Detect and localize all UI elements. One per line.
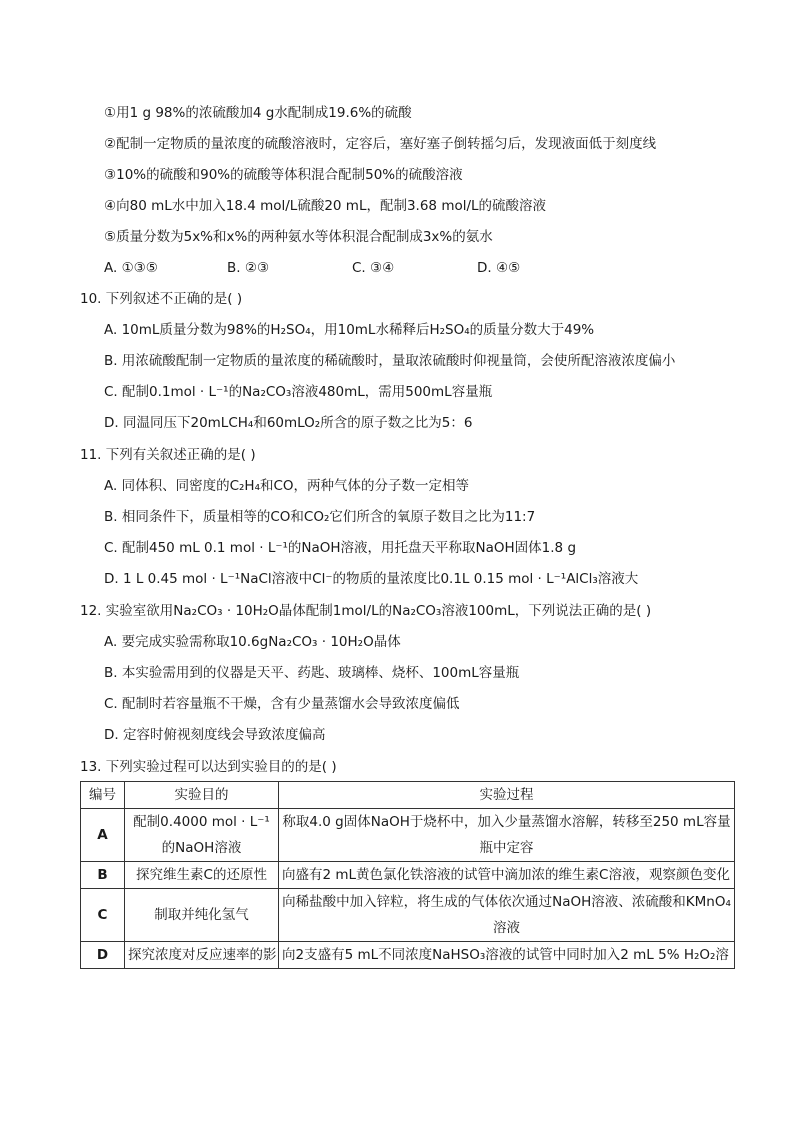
- row-process: 向盛有2 mL黄色氯化铁溶液的试管中滴加浓的维生素C溶液，观察颜色变化: [279, 862, 735, 889]
- q11-option-b[interactable]: B. 相同条件下，质量相等的CO和CO₂它们所含的氧原子数目之比为11:7: [104, 509, 536, 525]
- q12-number: 12.: [80, 603, 102, 619]
- q9-statement-1: ①用1 g 98%的浓硫酸加4 g水配制成19.6%的硫酸: [104, 105, 412, 121]
- q13-stem: [80, 757, 337, 777]
- q9-statement-5: ⑤质量分数为5x%和x%的两种氨水等体积混合配制成3x%的氨水: [104, 229, 493, 245]
- q9-statement-3: ③10%的硫酸和90%的硫酸等体积混合配制50%的硫酸溶液: [104, 167, 463, 183]
- q9-option-b[interactable]: B. ②③: [227, 260, 270, 276]
- q11-stem-text: 下列有关叙述正确的是( ): [105, 447, 256, 463]
- experiment-table: [80, 781, 735, 969]
- q10-option-c[interactable]: C. 配制0.1mol · L⁻¹的Na₂CO₃溶液480mL，需用500mL容量瓶: [104, 384, 493, 400]
- q12-option-a[interactable]: A. 要完成实验需称取10.6gNa₂CO₃ · 10H₂O晶体: [104, 634, 401, 650]
- row-id: C: [81, 889, 125, 942]
- q12-stem-text: 实验室欲用Na₂CO₃ · 10H₂O晶体配制1mol/L的Na₂CO₃溶液100mL，下列说法正确的是( ): [105, 603, 652, 619]
- q12-option-b[interactable]: B. 本实验需用到的仪器是天平、药匙、玻璃棒、烧杯、100mL容量瓶: [104, 665, 520, 681]
- q12-option-d[interactable]: D. 定容时俯视刻度线会导致浓度偏高: [104, 727, 326, 743]
- q12-stem: [80, 601, 651, 621]
- header-goal: 实验目的: [125, 782, 279, 809]
- table-header-row: [81, 782, 735, 809]
- row-process: 称取4.0 g固体NaOH于烧杯中，加入少量蒸馏水溶解，转移至250 mL容量瓶中定容: [279, 809, 735, 862]
- row-id: D: [81, 942, 125, 969]
- q9-statement-4: ④向80 mL水中加入18.4 mol/L硫酸20 mL，配制3.68 mol/L的硫酸溶液: [104, 198, 547, 214]
- row-goal: 制取并纯化氢气: [125, 889, 279, 942]
- q13-stem-text: 下列实验过程可以达到实验目的的是( ): [105, 759, 337, 775]
- q10-option-b[interactable]: B. 用浓硫酸配制一定物质的量浓度的稀硫酸时，量取浓硫酸时仰视量筒，会使所配溶液浓度偏小: [104, 353, 676, 369]
- row-process: 向2支盛有5 mL不同浓度NaHSO₃溶液的试管中同时加入2 mL 5% H₂O₂溶: [279, 942, 735, 969]
- row-goal: 探究维生素C的还原性: [125, 862, 279, 889]
- row-goal: 探究浓度对反应速率的影: [125, 942, 279, 969]
- q10-option-a[interactable]: A. 10mL质量分数为98%的H₂SO₄，用10mL水稀释后H₂SO₄的质量分数大于49%: [104, 322, 595, 338]
- header-id: 编号: [81, 782, 125, 809]
- q12-option-c[interactable]: C. 配制时若容量瓶不干燥，含有少量蒸馏水会导致浓度偏低: [104, 696, 460, 712]
- table-row: [81, 862, 735, 889]
- row-id: A: [81, 809, 125, 862]
- q13-number: 13.: [80, 759, 102, 775]
- header-process: 实验过程: [279, 782, 735, 809]
- q9-option-d[interactable]: D. ④⑤: [477, 260, 521, 276]
- q11-option-d[interactable]: D. 1 L 0.45 mol · L⁻¹NaCl溶液中Cl⁻的物质的量浓度比0.1L 0.15 mol · L⁻¹AlCl₃溶液大: [104, 571, 639, 587]
- q9-option-a[interactable]: A. ①③⑤: [104, 260, 158, 276]
- row-goal: 配制0.4000 mol · L⁻¹的NaOH溶液: [125, 809, 279, 862]
- q11-option-a[interactable]: A. 同体积、同密度的C₂H₄和CO，两种气体的分子数一定相等: [104, 478, 470, 494]
- q10-number: 10.: [80, 291, 102, 307]
- q11-stem: [80, 445, 256, 465]
- row-id: B: [81, 862, 125, 889]
- q11-number: 11.: [80, 447, 102, 463]
- row-process: 向稀盐酸中加入锌粒，将生成的气体依次通过NaOH溶液、浓硫酸和KMnO₄溶液: [279, 889, 735, 942]
- q9-statement-2: ②配制一定物质的量浓度的硫酸溶液时，定容后，塞好塞子倒转摇匀后，发现液面低于刻度线: [104, 136, 657, 152]
- q10-option-d[interactable]: D. 同温同压下20mLCH₄和60mLO₂所含的原子数之比为5：6: [104, 415, 473, 431]
- q11-option-c[interactable]: C. 配制450 mL 0.1 mol · L⁻¹的NaOH溶液，用托盘天平称取NaOH固体1.8 g: [104, 540, 577, 556]
- q10-stem-text: 下列叙述不正确的是( ): [105, 291, 243, 307]
- q10-stem: [80, 289, 242, 309]
- q9-option-c[interactable]: C. ③④: [352, 260, 395, 276]
- table-row: [81, 809, 735, 862]
- table-row: [81, 889, 735, 942]
- table-row: [81, 942, 735, 969]
